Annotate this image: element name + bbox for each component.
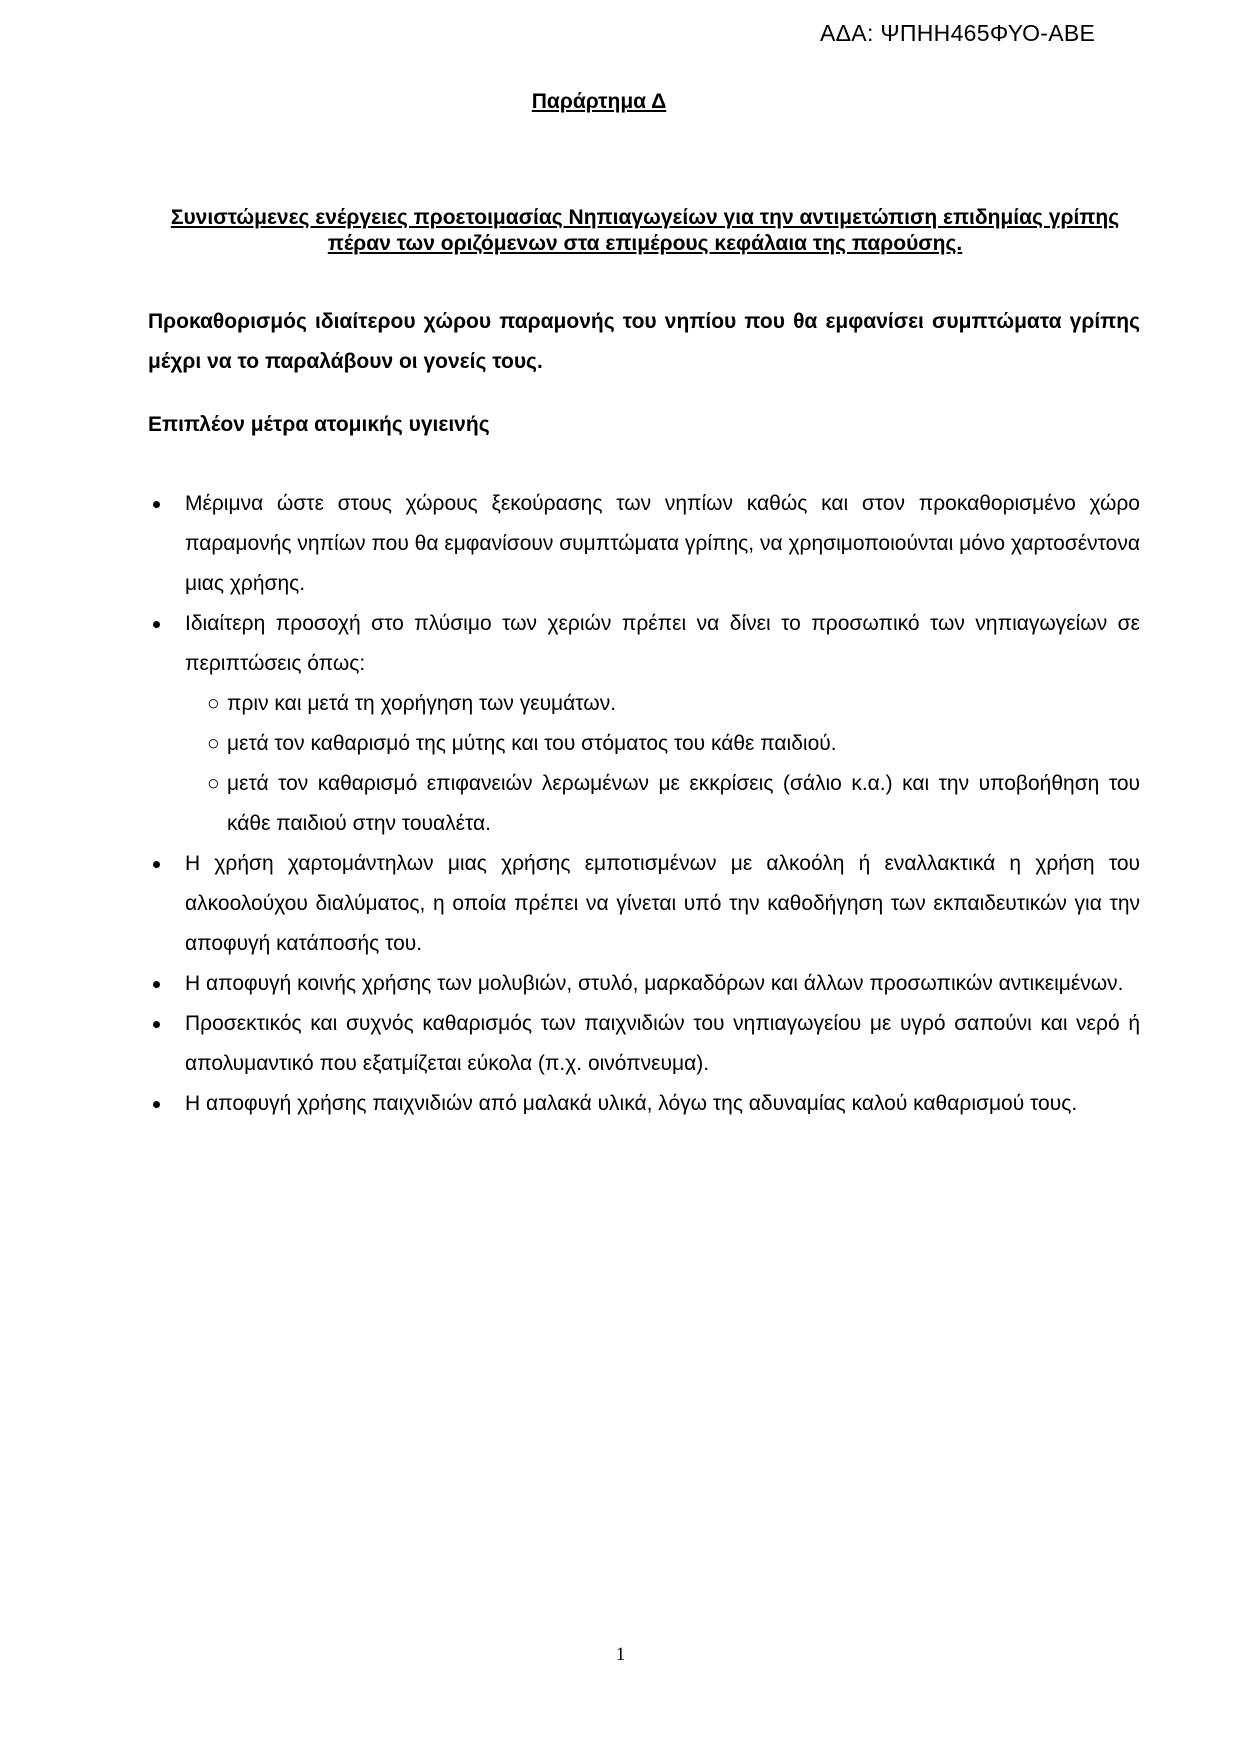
bullet-icon: [153, 981, 160, 988]
sub-list-item-text: πριν και μετά τη χορήγηση των γευμάτων.: [227, 692, 617, 715]
list-item-text: Μέριμνα ώστε στους χώρους ξεκούρασης των νηπίων καθώς και στον προκαθορισμένο χώρο παραμονής νηπίων που θα εμφανίσουν συμπτώματα γρίπης, να χρησιμοποιούνται μόνο χαρτοσέντονα μιας χρήσης.: [185, 492, 1140, 595]
list-item-text: Η αποφυγή χρήσης παιχνιδιών από μαλακά υλικά, λόγω της αδυναμίας καλού καθαρισμού τους.: [185, 1092, 1078, 1115]
hygiene-measures-list: [148, 484, 1140, 1124]
list-item-text: Η αποφυγή κοινής χρήσης των μολυβιών, στυλό, μαρκαδόρων και άλλων προσωπικών αντικειμένων.: [185, 972, 1124, 995]
page-number: 1: [615, 1644, 626, 1665]
list-item: [148, 484, 1140, 604]
bullet-icon: [153, 1101, 160, 1108]
circle-bullet-icon: ○: [207, 692, 220, 715]
bullet-icon: [153, 1021, 160, 1028]
annex-title: Παράρτημα Δ: [531, 90, 667, 113]
document-title: Συνιστώμενες ενέργειες προετοιμασίας Νηπιαγωγείων για την αντιμετώπιση επιδημίας γρίπης πέραν των οριζόμενων στα επιμέρους κεφάλαια της παρούσης.: [170, 206, 1120, 255]
bullet-icon: [153, 861, 160, 868]
bullet-icon: [153, 621, 160, 628]
list-item: [148, 844, 1140, 964]
hygiene-measures-heading: Επιπλέον μέτρα ατομικής υγιεινής: [148, 413, 490, 436]
handwashing-cases-list: [185, 684, 1140, 844]
list-item: [148, 964, 1140, 1004]
circle-bullet-icon: ○: [207, 772, 220, 795]
sub-list-item: [185, 764, 1140, 844]
list-item-text: Η χρήση χαρτομάντηλων μιας χρήσης εμποτισμένων με αλκοόλη ή εναλλακτικά η χρήση του αλκοολούχου διαλύματος, η οποία πρέπει να γίνεται υπό την καθοδήγηση των εκπαιδευτικών για την αποφυγή κατάποσής του.: [185, 852, 1140, 955]
list-item-text: Προσεκτικός και συχνός καθαρισμός των παιχνιδιών του νηπιαγωγείου με υγρό σαπούνι και νερό ή απολυμαντικό που εξατμίζεται εύκολα (π.χ. οινόπνευμα).: [185, 1012, 1140, 1075]
sub-list-item-text: μετά τον καθαρισμό της μύτης και του στόματος του κάθε παιδιού.: [227, 732, 837, 755]
isolation-space-paragraph: Προκαθορισμός ιδιαίτερου χώρου παραμονής του νηπίου που θα εμφανίσει συμπτώματα γρίπης μέχρι να το παραλάβουν οι γονείς τους.: [148, 310, 1140, 373]
sub-list-item: [185, 684, 1140, 724]
list-item-text: Ιδιαίτερη προσοχή στο πλύσιμο των χεριών πρέπει να δίνει το προσωπικό των νηπιαγωγείων σε περιπτώσεις όπως:: [185, 612, 1140, 675]
list-item: [148, 1084, 1140, 1124]
circle-bullet-icon: ○: [207, 732, 220, 755]
list-item: [148, 604, 1140, 844]
ada-code: ΑΔΑ: ΨΠΗΗ465ΦΥΟ-ΑΒΕ: [820, 20, 1096, 46]
list-item: [148, 1004, 1140, 1084]
sub-list-item-text: μετά τον καθαρισμό επιφανειών λερωμένων με εκκρίσεις (σάλιο κ.α.) και την υποβοήθηση του κάθε παιδιού στην τουαλέτα.: [227, 772, 1140, 835]
bullet-icon: [153, 501, 160, 508]
sub-list-item: [185, 724, 1140, 764]
